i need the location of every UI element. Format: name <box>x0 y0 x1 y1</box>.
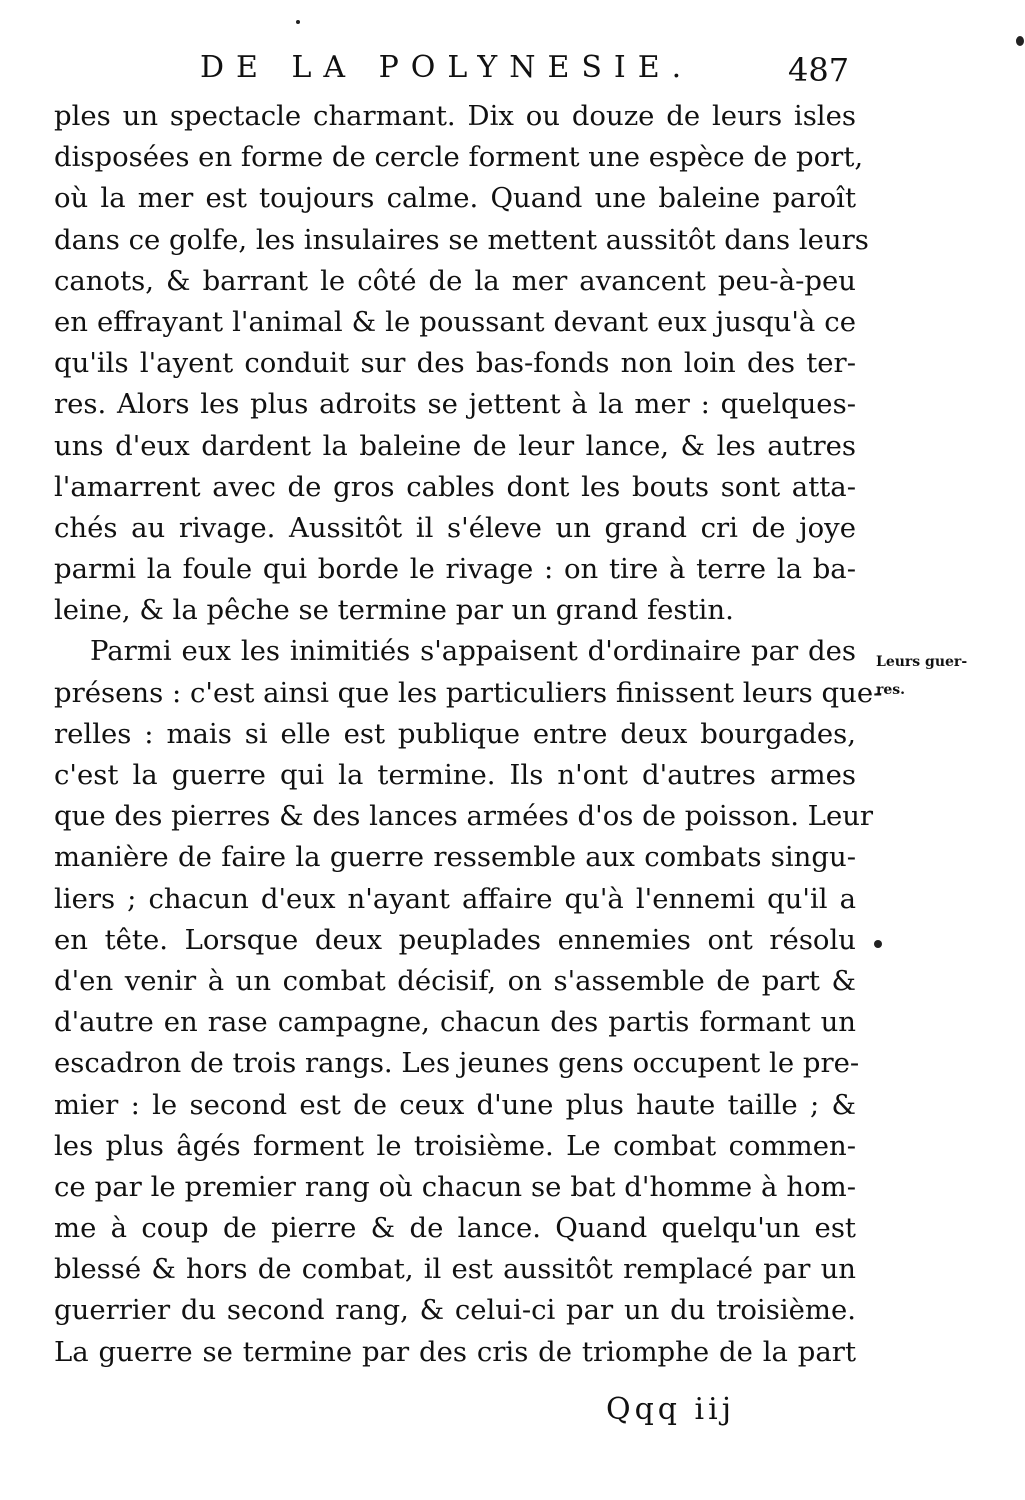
text-line: qu'ils l'ayent conduit sur des bas-fonds non loin des ter- <box>54 347 856 380</box>
running-title: DE LA POLYNESIE. <box>200 50 694 85</box>
page-number: 487 <box>788 51 850 89</box>
text-line: uns d'eux dardent la baleine de leur lance, & les autres <box>54 429 856 462</box>
marginal-note <box>876 648 986 704</box>
text-block <box>54 96 883 1373</box>
text-line: que des pierres & des lances armées d'os de poisson. Leur <box>54 800 874 833</box>
paragraph-end-line: leine, & la pêche se termine par un grand festin. <box>54 594 734 627</box>
text-line: en tête. Lorsque deux peuplades ennemies ont résolu <box>54 923 856 956</box>
text-line: liers ; chacun d'eux n'ayant affaire qu'à l'ennemi qu'il a <box>54 882 856 915</box>
text-line: d'en venir à un combat décisif, on s'assemble de part & <box>54 964 856 997</box>
text-line: ples un spectacle charmant. Dix ou douze de leurs isles <box>54 100 856 132</box>
text-line: chés au rivage. Aussitôt il s'éleve un grand cri de joye <box>54 511 856 544</box>
text-line: canots, & barrant le côté de la mer avancent peu-à-peu <box>54 264 856 297</box>
paragraph-start-line: Parmi eux les inimitiés s'appaisent d'ordinaire par des <box>90 635 856 668</box>
text-line: les plus âgés forment le troisième. Le combat commen- <box>54 1129 856 1162</box>
signature-mark: Qqq iij <box>606 1392 736 1427</box>
text-line: dans ce golfe, les insulaires se mettent aussitôt dans leurs <box>54 223 869 256</box>
text-line: blessé & hors de combat, il est aussitôt remplacé par un <box>54 1253 856 1286</box>
text-line: l'amarrent avec de gros cables dont les bouts sont atta- <box>54 470 856 503</box>
text-line: escadron de trois rangs. Les jeunes gens occupent le pre- <box>54 1047 860 1080</box>
ink-speck <box>1016 36 1024 46</box>
text-line: disposées en forme de cercle forment une espèce de port, <box>54 141 864 174</box>
text-line: manière de faire la guerre ressemble aux combats singu- <box>54 841 856 874</box>
text-line: relles : mais si elle est publique entre deux bourgades, <box>54 717 856 750</box>
ink-speck <box>296 20 300 24</box>
text-line: présens : c'est ainsi que les particuliers finissent leurs que- <box>54 676 883 709</box>
text-line: en effrayant l'animal & le poussant devant eux jusqu'à ce <box>54 305 856 338</box>
text-line: parmi la foule qui borde le rivage : on tire à terre la ba- <box>54 553 856 586</box>
text-line: mier : le second est de ceux d'une plus haute taille ; & <box>54 1088 856 1121</box>
text-line: me à coup de pierre & de lance. Quand quelqu'un est <box>54 1212 856 1245</box>
text-line: res. Alors les plus adroits se jettent à la mer : quelques- <box>54 388 856 421</box>
text-line: où la mer est toujours calme. Quand une baleine paroît <box>54 182 856 215</box>
ink-speck <box>874 940 882 948</box>
text-line: d'autre en rase campagne, chacun des partis formant un <box>54 1006 856 1039</box>
marginal-note-line: res. <box>876 682 906 698</box>
text-line: guerrier du second rang, & celui-ci par un du troisième. <box>54 1294 856 1327</box>
text-line: ce par le premier rang où chacun se bat d'homme à hom- <box>54 1170 856 1203</box>
text-line: La guerre se termine par des cris de triomphe de la part <box>54 1335 856 1368</box>
text-line: c'est la guerre qui la termine. Ils n'ont d'autres armes <box>54 759 856 791</box>
marginal-note-line: Leurs guer- <box>876 654 968 670</box>
